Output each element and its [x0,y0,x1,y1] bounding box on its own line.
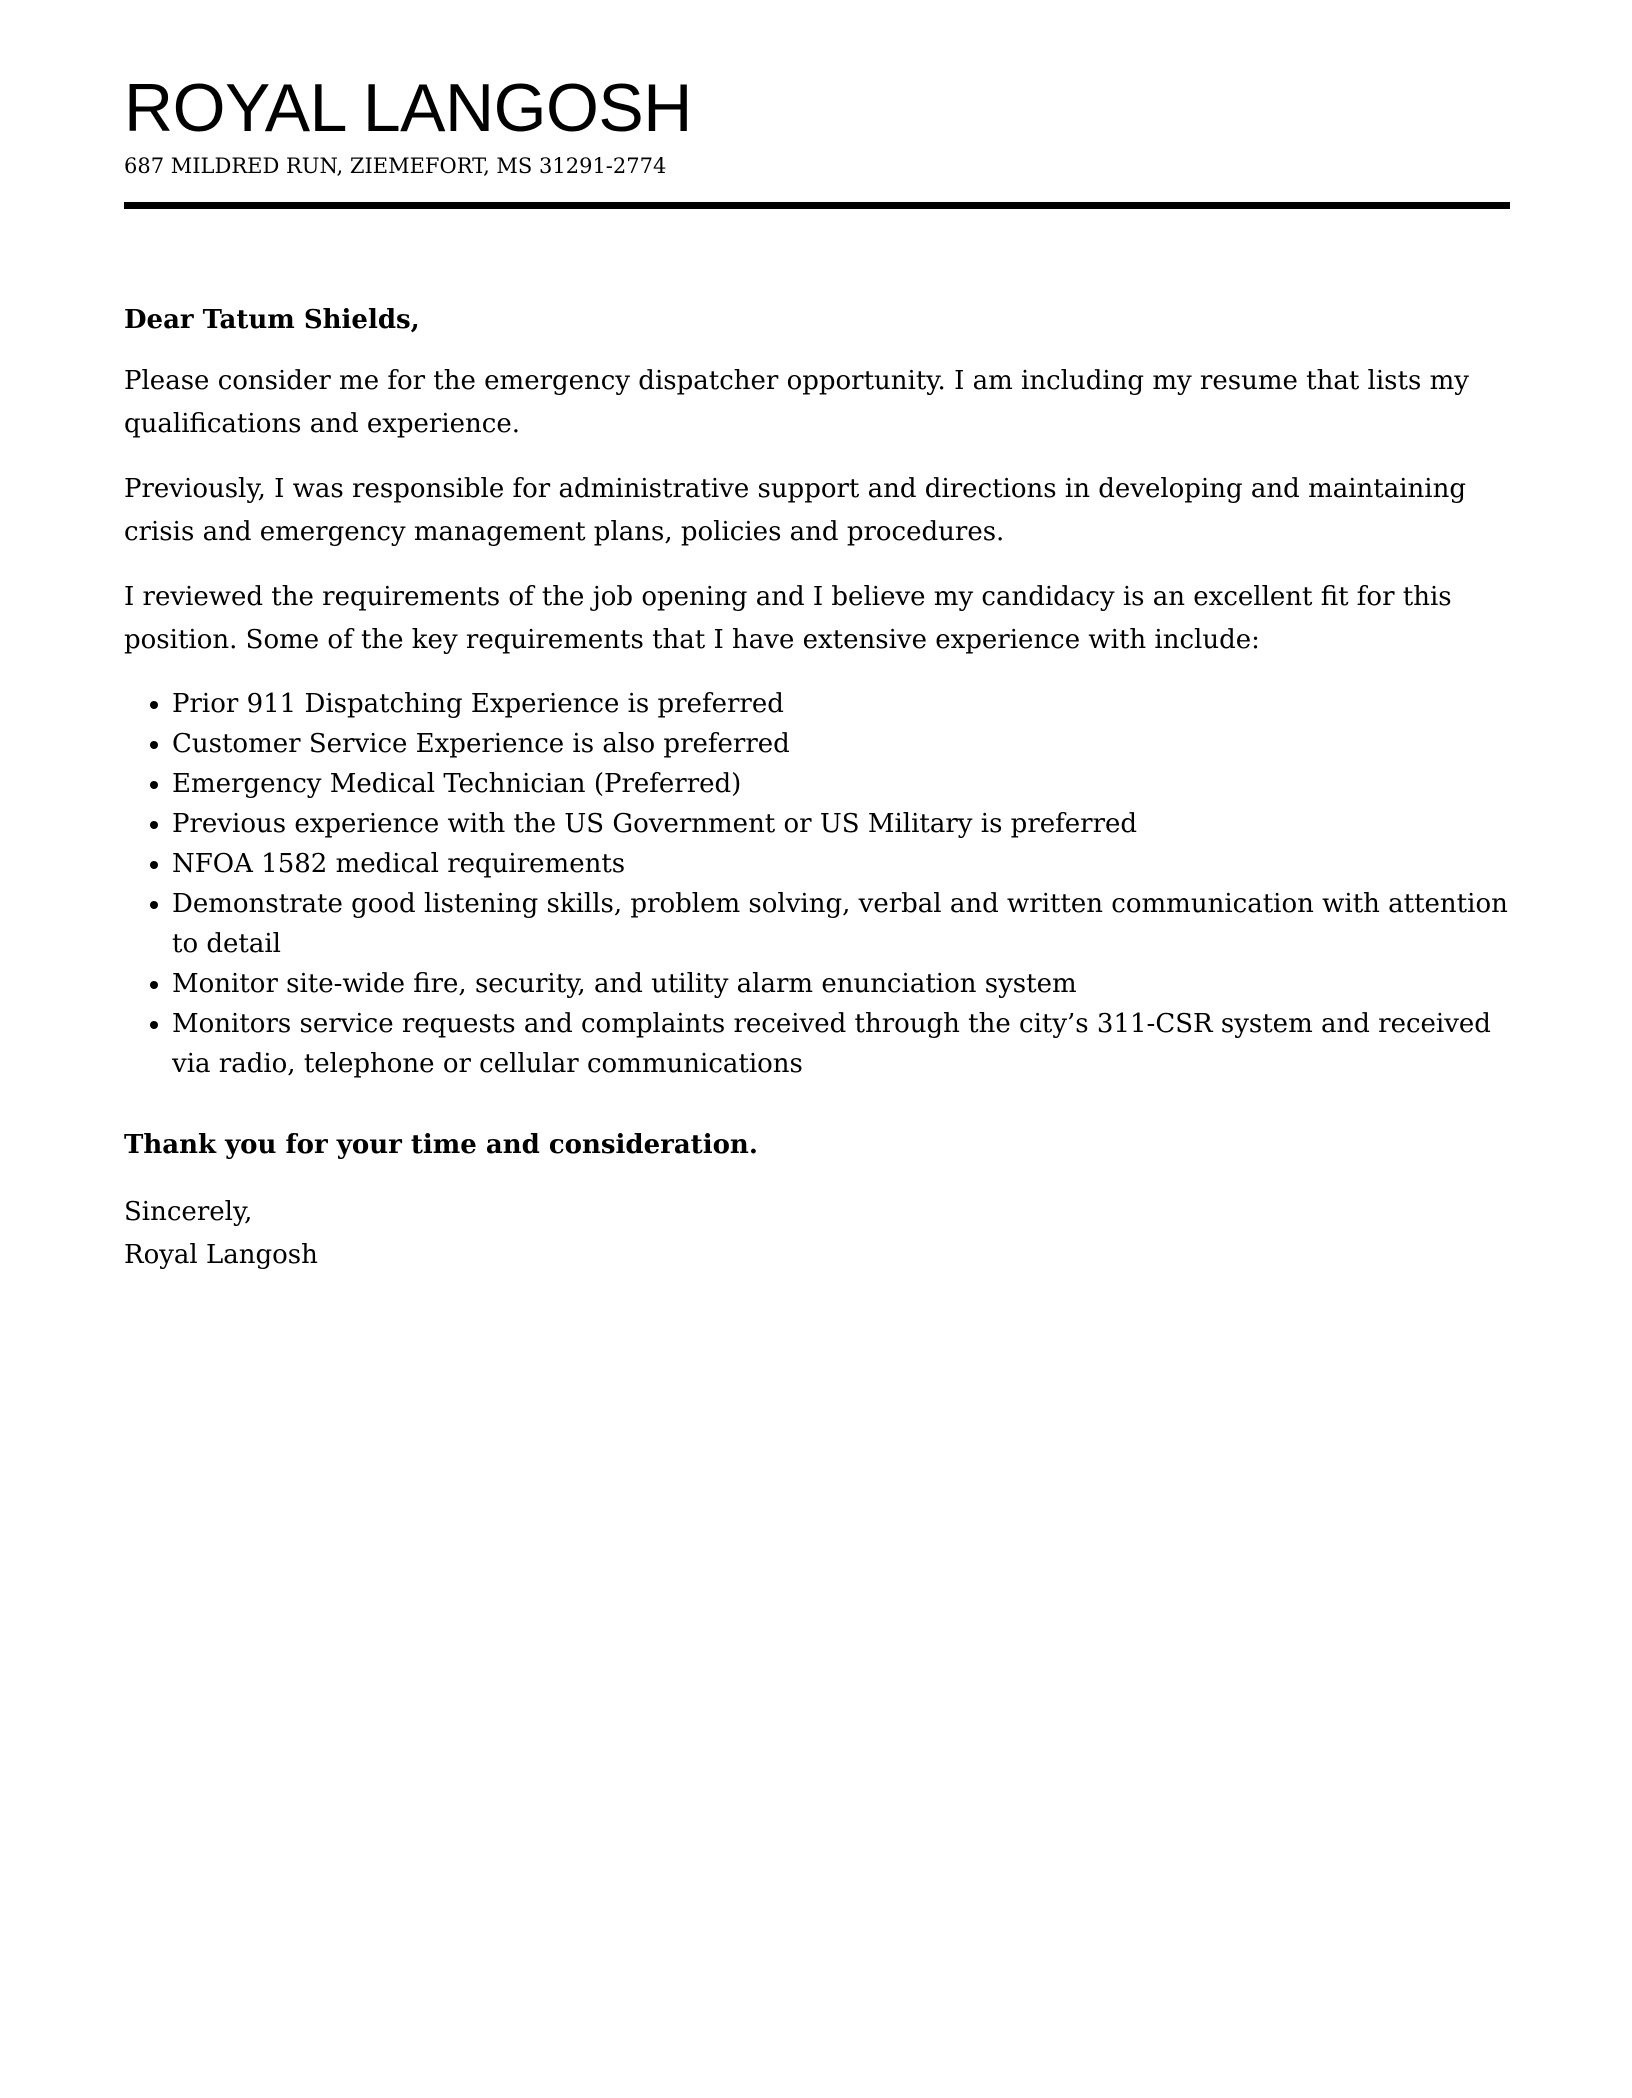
list-item: • Monitor site-wide fire, security, and utility alarm enunciation system [172,964,1508,1004]
requirements-list [124,684,1508,1084]
list-item: • NFOA 1582 medical requirements [172,844,1508,884]
applicant-name: ROYAL LANGOSH [124,70,692,146]
paragraph-requirements-intro: I reviewed the requirements of the job opening and I believe my candidacy is an excellent fit for this position. Some of the key requirements that I have extensive experience with include: [124,582,1452,655]
salutation: Dear Tatum Shields, [124,305,420,335]
signoff: Sincerely, [124,1197,253,1227]
cover-letter-page [124,70,1508,1277]
list-item: • Customer Service Experience is also preferred [172,724,1508,764]
letter-body [124,299,1508,1277]
list-item: • Prior 911 Dispatching Experience is preferred [172,684,1508,724]
list-item: • Emergency Medical Technician (Preferred) [172,764,1508,804]
paragraph-experience: Previously, I was responsible for administrative support and directions in developing and maintaining crisis and emergency management plans, policies and procedures. [124,474,1466,547]
list-item: • Monitors service requests and complaints received through the city’s 311-CSR system and received via radio, telephone or cellular communications [172,1004,1508,1084]
header-divider [124,202,1510,209]
closing-line: Thank you for your time and consideration. [124,1130,758,1160]
list-item: • Previous experience with the US Government or US Military is preferred [172,804,1508,844]
applicant-address: 687 MILDRED RUN, ZIEMEFORT, MS 31291-2774 [124,154,667,178]
list-item: • Demonstrate good listening skills, problem solving, verbal and written communication with attention to detail [172,884,1508,964]
signature-name: Royal Langosh [124,1240,318,1270]
paragraph-intro: Please consider me for the emergency dispatcher opportunity. I am including my resume that lists my qualifications and experience. [124,366,1469,439]
